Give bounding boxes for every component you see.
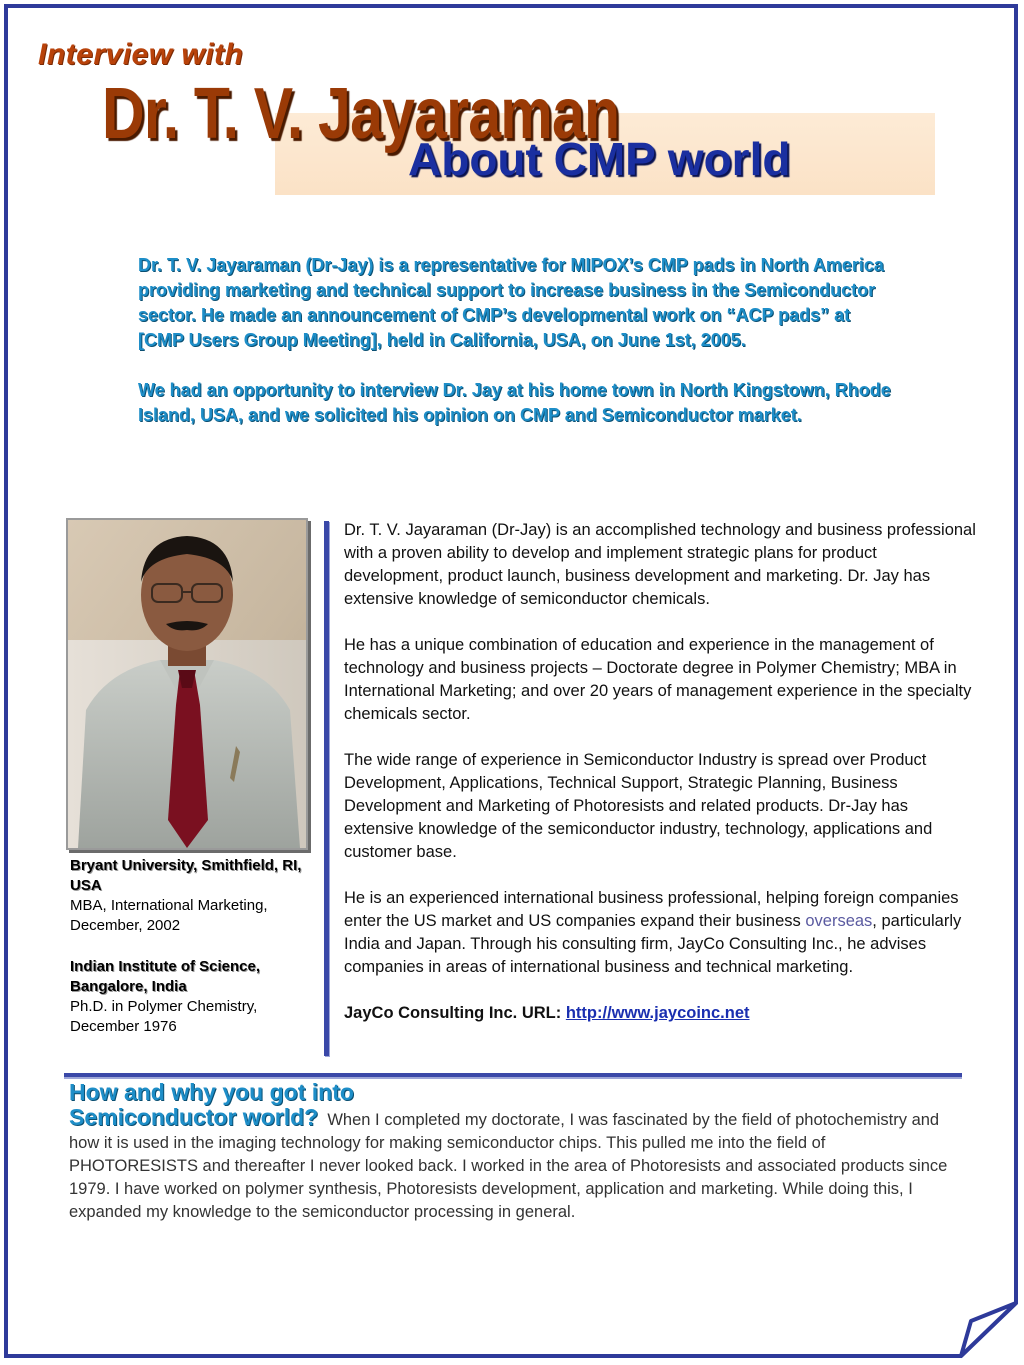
page-curl [961, 1303, 1016, 1356]
interview-with-heading: Interview with [38, 38, 244, 71]
institution-name: Bryant University, Smithfield, RI, USA [70, 857, 302, 894]
section-divider [64, 1073, 962, 1077]
company-url-line [344, 1002, 976, 1025]
intro-paragraph: We had an opportunity to interview Dr. Jay at his home town in North Kingstown, Rhode Island, USA, and we solicited his opinion on CMP and Semiconductor market. [138, 380, 891, 425]
company-url-link[interactable]: http://www.jaycoinc.net [565, 1004, 750, 1022]
bio-paragraph: He has a unique combination of education and experience in the management of technology and business projects – Doctorate degree in Polymer Chemistry; MBA in International Marketing; and over 20 years of management experience in the specialty chemicals sector. [344, 636, 972, 723]
portrait-illustration [68, 520, 306, 848]
bio-text: He is an experienced international business professional, helping foreign companies enter the US market and US companies expand their business [344, 889, 959, 930]
bio-paragraph [344, 887, 976, 979]
bio-paragraph: The wide range of experience in Semiconductor Industry is spread over Product Development, Applications, Technical Support, Strategic Planning, Business Development and Marketing of Photoresists and related products. Dr-Jay has extensive knowledge of the semiconductor industry, technology, applications and customer base. [344, 751, 933, 861]
education-entry [70, 957, 310, 1037]
education-entry [70, 856, 310, 936]
degree-text: Ph.D. in Polymer Chemistry, [70, 998, 258, 1015]
education-list [70, 856, 310, 1058]
degree-date: December, 2002 [70, 917, 181, 934]
portrait-photo [66, 518, 308, 850]
about-cmp-world-title: About CMP world [408, 133, 791, 185]
question-heading-continued: Semiconductor world? [69, 1104, 319, 1130]
answer-text: When I completed my doctorate, I was fascinated by the field of photochemistry and how it is used in the imaging technology for making semiconductor chips. This pulled me into the field of PHOTORESISTS and thereafter I never looked back. I worked in the area of Photoresists and associated products since 1979. I have worked on polymer synthesis, Photoresists development, application and marketing. While doing this, I expanded my knowledge to the semiconductor processing in general. [69, 1111, 948, 1221]
bio-paragraph: Dr. T. V. Jayaraman (Dr-Jay) is an accomplished technology and business professional with a proven ability to develop and implement strategic plans for product development, product launch, business development and marketing. Dr. Jay has extensive knowledge of semiconductor chemicals. [344, 521, 976, 608]
degree-text: MBA, International Marketing, [70, 897, 268, 914]
company-url-label: JayCo Consulting Inc. URL: [344, 1004, 566, 1022]
intro-text [138, 253, 898, 453]
intro-paragraph: Dr. T. V. Jayaraman (Dr-Jay) is a representative for MIPOX’s CMP pads in North America providing marketing and technical support to increase business in the Semiconductor sector. He made an announcement of CMP’s developmental work on “ACP pads” at [CMP Users Group Meeting], held in California, USA, on June 1st, 2005. [138, 255, 884, 350]
bio-text: , particularly India and Japan. Through his consulting firm, JayCo Consulting Inc., he advises companies in areas of international business and technical marketing. [344, 912, 962, 976]
institution-name: Indian Institute of Science, Bangalore, India [70, 958, 261, 995]
column-divider [324, 521, 329, 1056]
biography-text [344, 519, 976, 1048]
degree-date: December 1976 [70, 1018, 177, 1035]
question-heading: How and why you got into [69, 1079, 354, 1105]
interview-question-section [69, 1078, 949, 1224]
interviewee-name-title: Dr. T. V. Jayaraman [102, 74, 620, 154]
question-answer-block [69, 1106, 949, 1224]
bio-highlight-word: overseas [805, 912, 873, 930]
